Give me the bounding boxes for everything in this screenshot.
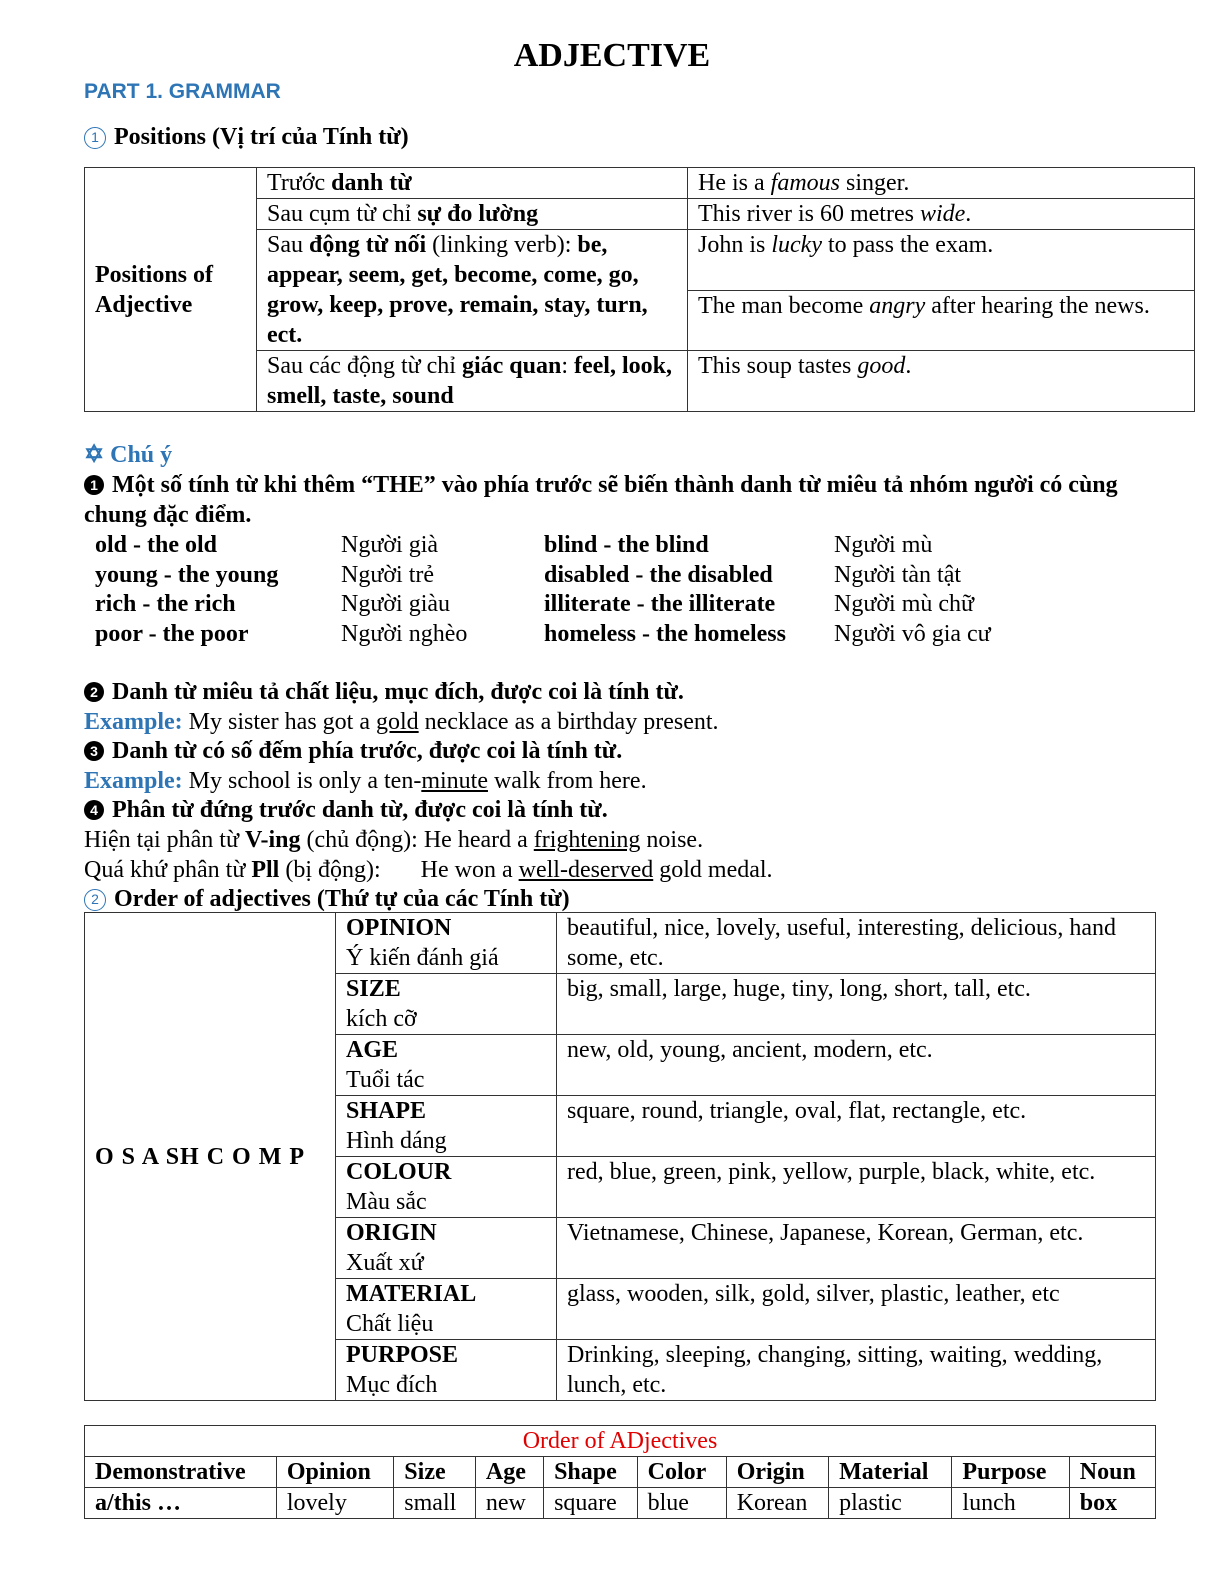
- examples-cell: new, old, young, ancient, modern, etc.: [557, 1035, 1156, 1096]
- example-line: Example: My school is only a ten-minute walk from here.: [84, 768, 647, 794]
- adjective-noun-pairs: [84, 530, 1084, 648]
- examples-cell: glass, wooden, silk, gold, silver, plastic, leather, etc: [557, 1279, 1156, 1340]
- part-heading: PART 1. GRAMMAR: [84, 80, 281, 103]
- positions-table: [84, 167, 1195, 412]
- summary-header-cell: Noun: [1069, 1457, 1155, 1488]
- section-heading-order: [84, 884, 570, 914]
- participle-line: Quá khứ phân từ Pll (bị động): He won a well-deserved gold medal.: [84, 857, 773, 883]
- summary-value-cell: square: [544, 1488, 638, 1519]
- examples-cell: Drinking, sleeping, changing, sitting, waiting, wedding, lunch, etc.: [557, 1340, 1156, 1401]
- summary-value-cell: lovely: [276, 1488, 393, 1519]
- category-cell: SIZE kích cỡ: [336, 974, 557, 1035]
- section-heading-positions: [84, 122, 409, 152]
- examples-cell: red, blue, green, pink, yellow, purple, black, white, etc.: [557, 1157, 1156, 1218]
- summary-header-cell: Opinion: [276, 1457, 393, 1488]
- pair-row: poor - the poor Người nghèo homeless - the homeless Người vô gia cư: [95, 620, 991, 647]
- rule-cell: Sau động từ nối (linking verb): be, appear, seem, get, become, come, go, grow, keep, prove, remain, stay, turn, ect.: [257, 230, 688, 351]
- category-cell: OPINION Ý kiến đánh giá: [336, 913, 557, 974]
- category-cell: PURPOSE Mục đích: [336, 1340, 557, 1401]
- note-point-3: 3 Danh từ có số đếm phía trước, được coi là tính từ.: [84, 736, 622, 766]
- summary-header-cell: Demonstrative: [85, 1457, 277, 1488]
- pair-row: young - the young Người trẻ disabled - the disabled Người tàn tật: [95, 561, 962, 588]
- rule-cell: Trước danh từ: [257, 168, 688, 199]
- note-point-1: 1 Một số tính từ khi thêm “THE” vào phía trước sẽ biến thành danh từ miêu tả nhóm người có cùng chung đặc điểm.: [84, 472, 1118, 528]
- example-cell: This soup tastes good.: [688, 351, 1195, 412]
- number-bullet-icon: 2: [84, 682, 104, 702]
- summary-header-cell: Purpose: [952, 1457, 1069, 1488]
- example-line: Example: My sister has got a gold necklace as a birthday present.: [84, 709, 719, 735]
- category-cell: ORIGIN Xuất xứ: [336, 1218, 557, 1279]
- pair-row: rich - the rich Người giàu illiterate - the illiterate Người mù chữ: [95, 591, 975, 617]
- summary-header-cell: Age: [475, 1457, 543, 1488]
- category-cell: COLOUR Màu sắc: [336, 1157, 557, 1218]
- example-cell: The man become angry after hearing the news.: [688, 290, 1195, 351]
- summary-header-cell: Material: [829, 1457, 952, 1488]
- examples-cell: square, round, triangle, oval, flat, rectangle, etc.: [557, 1096, 1156, 1157]
- examples-cell: beautiful, nice, lovely, useful, interesting, delicious, hand some, etc.: [557, 913, 1156, 974]
- summary-value-cell: small: [394, 1488, 476, 1519]
- summary-value-cell: new: [475, 1488, 543, 1519]
- number-bullet-icon: 4: [84, 800, 104, 820]
- order-table: [84, 912, 1156, 1401]
- summary-value-cell: a/this …: [85, 1488, 277, 1519]
- pair-row: old - the old Người già blind - the blind Người mù: [95, 532, 933, 558]
- example-cell: This river is 60 metres wide.: [688, 199, 1195, 230]
- summary-table: [84, 1425, 1156, 1519]
- summary-title: Order of ADjectives: [85, 1426, 1156, 1457]
- acronym-cell: O S A SH C O M P: [85, 913, 336, 1401]
- rule-cell: Sau các động từ chỉ giác quan: feel, look, smell, taste, sound: [257, 351, 688, 412]
- number-circle-icon: 2: [84, 889, 106, 911]
- note-point-4: 4 Phân từ đứng trước danh từ, được coi là tính từ.: [84, 795, 608, 825]
- number-circle-icon: 1: [84, 127, 106, 149]
- page-title: ADJECTIVE: [513, 37, 711, 74]
- summary-header-cell: Origin: [726, 1457, 828, 1488]
- section-title: Order of adjectives (Thứ tự của các Tính từ): [114, 886, 570, 912]
- category-cell: MATERIAL Chất liệu: [336, 1279, 557, 1340]
- summary-value-cell: plastic: [829, 1488, 952, 1519]
- note-point-2: 2 Danh từ miêu tả chất liệu, mục đích, được coi là tính từ.: [84, 677, 684, 707]
- note-title: ✡ Chú ý: [84, 442, 173, 468]
- example-cell: He is a famous singer.: [688, 168, 1195, 199]
- summary-value-cell: lunch: [952, 1488, 1069, 1519]
- summary-value-cell: box: [1069, 1488, 1155, 1519]
- examples-cell: Vietnamese, Chinese, Japanese, Korean, German, etc.: [557, 1218, 1156, 1279]
- summary-header-cell: Size: [394, 1457, 476, 1488]
- example-cell: John is lucky to pass the exam.: [688, 230, 1195, 291]
- summary-header-cell: Color: [637, 1457, 726, 1488]
- category-cell: SHAPE Hình dáng: [336, 1096, 557, 1157]
- participle-line: Hiện tại phân từ V-ing (chủ động): He heard a frightening noise.: [84, 827, 704, 853]
- category-cell: AGE Tuổi tác: [336, 1035, 557, 1096]
- summary-value-cell: blue: [637, 1488, 726, 1519]
- summary-value-cell: Korean: [726, 1488, 828, 1519]
- positions-label: Positions of Adjective: [85, 168, 257, 412]
- number-bullet-icon: 3: [84, 741, 104, 761]
- number-bullet-icon: 1: [84, 475, 104, 495]
- section-title: Positions (Vị trí của Tính từ): [114, 124, 409, 150]
- summary-header-cell: Shape: [544, 1457, 638, 1488]
- examples-cell: big, small, large, huge, tiny, long, short, tall, etc.: [557, 974, 1156, 1035]
- rule-cell: Sau cụm từ chỉ sự đo lường: [257, 199, 688, 230]
